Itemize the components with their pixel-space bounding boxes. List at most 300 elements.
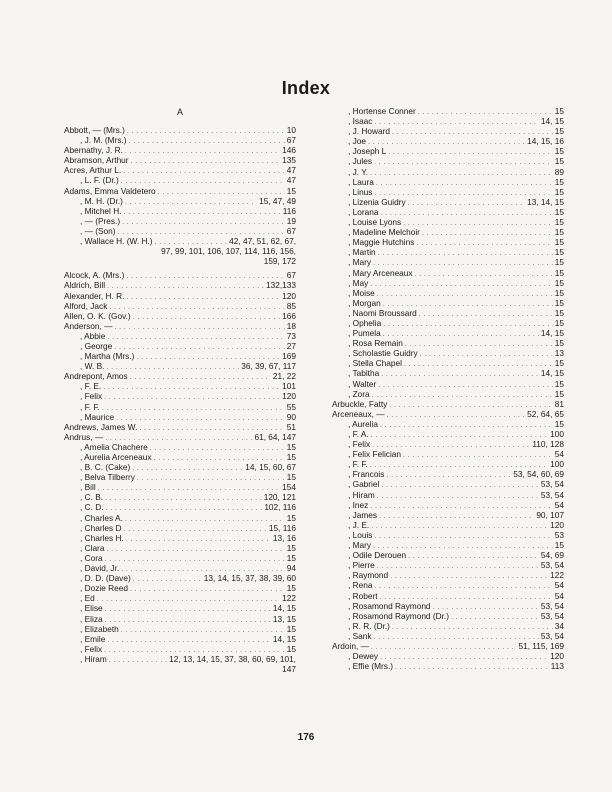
entry-name: Ardoin, — (332, 640, 369, 651)
index-entry (64, 291, 296, 301)
entry-name: Andrews, James W. (64, 421, 138, 432)
entry-pages: 116 (282, 205, 296, 216)
entry-name: Abbott, — (Mrs.) (64, 125, 125, 135)
entry-name: , L. F. (Dr.) (80, 175, 119, 186)
index-entry (332, 237, 564, 247)
entry-pages: 15 (286, 542, 296, 553)
index-entry (332, 459, 564, 469)
index-entry (332, 409, 564, 419)
entry-name: , Rosa Remain (348, 338, 403, 349)
entry-name: , Louise Lyons (348, 217, 402, 228)
entry-name: , Pierre (348, 560, 375, 571)
entry-pages: 18 (286, 320, 296, 331)
entry-pages: 54 (554, 580, 564, 591)
entry-name: , — (Son) (80, 225, 116, 236)
index-entry-continuation (64, 246, 296, 256)
right-entries (332, 106, 564, 671)
entry-name: , Dewey (348, 651, 378, 662)
entry-pages: 14, 15, 60, 67 (245, 462, 296, 473)
entry-name: Alcock, A. (Mrs.) (64, 270, 125, 281)
entry-name: , Linus (348, 186, 373, 197)
entry-name: , Pumela (348, 328, 381, 339)
entry-pages: 154 (282, 482, 296, 493)
entry-name: , Jules (348, 156, 372, 167)
entry-pages: 120 (550, 519, 564, 530)
entry-pages: 42, 47, 51, 62, 67, (229, 236, 296, 247)
entry-pages: 147 (282, 663, 296, 674)
index-entry (64, 593, 296, 603)
entry-name: , Tabitha (348, 368, 380, 379)
index-entry (332, 177, 564, 187)
entry-name: Abernathy, J. R. (64, 145, 123, 156)
entry-pages: 15 (554, 267, 564, 278)
entry-name: , F. F. (80, 401, 100, 412)
index-entry (332, 510, 564, 520)
entry-name: , James (348, 509, 378, 520)
entry-pages: 13 (554, 348, 564, 359)
page-number: 176 (297, 732, 315, 743)
entry-pages: 15 (554, 317, 564, 328)
index-entry (332, 479, 564, 489)
entry-name: Anderson, — (64, 320, 113, 331)
entry-name: , Rosamond Raymond (Dr.) (348, 610, 449, 621)
index-entry (64, 216, 296, 226)
entry-pages: 14, 15 (272, 603, 296, 614)
entry-pages: 13, 14, 15 (527, 196, 564, 207)
entry-pages: 102, 116 (264, 502, 296, 513)
entry-pages: 14, 15, 16 (527, 136, 564, 147)
entry-pages: 100 (550, 459, 564, 470)
index-entry (64, 492, 296, 502)
entry-pages: 67 (286, 135, 296, 146)
index-entry (332, 268, 564, 278)
entry-name: , Rena (348, 580, 373, 591)
entry-pages: 14, 15 (272, 633, 296, 644)
entry-pages: 15 (554, 358, 564, 369)
entry-pages: 15 (554, 418, 564, 429)
index-entry (332, 540, 564, 550)
entry-pages: 21, 22 (272, 371, 296, 382)
entry-pages: 15, 47, 49 (259, 195, 296, 206)
index-entry (332, 368, 564, 378)
index-entry (332, 146, 564, 156)
entry-name: Allen, O. K. (Gov.) (64, 310, 131, 321)
entry-name: , Sank (348, 630, 372, 641)
entry-pages: 15 (554, 338, 564, 349)
entry-pages: 15 (554, 206, 564, 217)
entry-name: , W. B. (80, 361, 105, 372)
entry-pages: 53, 54 (540, 610, 564, 621)
index-entry (64, 371, 296, 381)
entry-pages: 101 (282, 381, 296, 392)
entry-pages: 15 (286, 452, 296, 462)
entry-pages: 146 (282, 145, 296, 156)
entry-pages: 120 (282, 290, 296, 301)
index-entry (64, 135, 296, 145)
index-entry (332, 227, 564, 237)
index-entry (64, 311, 296, 321)
entry-pages: 135 (282, 155, 296, 166)
index-entry (332, 439, 564, 449)
entry-name: , Maurice (80, 411, 115, 422)
entry-pages: 19 (286, 215, 296, 226)
entry-name: Adams, Emma Valdetero (64, 185, 156, 196)
entry-name: , J. M. (Mrs.) (80, 135, 127, 146)
entry-name: , May (348, 277, 369, 288)
index-entry (64, 644, 296, 654)
index-entry (64, 603, 296, 613)
entry-name: , F. E. (80, 381, 102, 392)
entry-pages: 110, 128 (532, 439, 564, 450)
index-entry (332, 591, 564, 601)
entry-pages: 51, 115, 169 (518, 640, 564, 651)
index-entry (64, 614, 296, 624)
index-entry (64, 391, 296, 401)
entry-name: , M. H. (Dr.) (80, 195, 123, 206)
entry-pages: 15 (554, 287, 564, 298)
entry-pages: 73 (286, 330, 296, 341)
index-entry (332, 601, 564, 611)
entry-pages: 169 (282, 351, 296, 362)
entry-name: , Charles A. (80, 512, 123, 523)
entry-pages: 53 (554, 529, 564, 540)
entry-pages: 15 (554, 540, 564, 551)
entry-name: , Mitchel H. (80, 205, 122, 216)
entry-name: , Scholastie Guidry (348, 348, 418, 359)
page-title: Index (281, 78, 331, 98)
index-entry (64, 442, 296, 452)
entry-pages: 15 (286, 552, 296, 563)
index-entry (332, 328, 564, 338)
entry-pages: 15 (554, 247, 564, 258)
entry-name: , Mary (348, 257, 372, 268)
entry-name: , Hortense Conner (348, 106, 416, 116)
index-entry (64, 280, 296, 290)
entry-name: , Belva Tilberry (80, 472, 135, 483)
index-entry (332, 500, 564, 510)
entry-name: , Charles D (80, 522, 122, 533)
index-entry (332, 187, 564, 197)
entry-name: Arceneaux, — (332, 408, 385, 419)
entry-pages: 15 (554, 176, 564, 187)
index-entry (64, 654, 296, 664)
index-entry (64, 472, 296, 482)
entry-pages: 94 (286, 563, 296, 574)
entry-name: , Maggie Hutchins (348, 237, 415, 248)
entry-pages: 53, 54, 60, 69 (513, 469, 564, 480)
entry-name: , Rosamond Raymond (348, 600, 431, 611)
index-entry (64, 236, 296, 246)
index-entry (332, 399, 564, 409)
entry-pages: 13, 14, 15, 37, 38, 39, 60 (203, 573, 296, 584)
index-entry (332, 580, 564, 590)
entry-pages: 53, 54 (540, 630, 564, 641)
index-entry (64, 175, 296, 185)
index-entry (64, 634, 296, 644)
entry-pages: 15 (554, 156, 564, 167)
entry-pages: 15 (554, 146, 564, 157)
entry-pages: 53, 54 (540, 489, 564, 500)
entry-pages: 27 (286, 340, 296, 351)
index-entry (64, 145, 296, 155)
entry-name: Acres, Arthur L. (64, 165, 122, 176)
entry-pages: 15 (554, 307, 564, 318)
index-entry (64, 361, 296, 371)
entry-name: , Laura (348, 176, 374, 187)
entry-pages: 15 (554, 277, 564, 288)
index-entry (332, 278, 564, 288)
index-entry (64, 270, 296, 280)
entry-pages: 113 (550, 661, 564, 672)
entry-name: , Louis (348, 529, 373, 540)
entry-name: , Lorana (348, 206, 379, 217)
entry-pages: 81 (554, 398, 564, 409)
entry-pages: 14, 15 (540, 368, 564, 379)
entry-name: , B. C. (Cake) (80, 462, 131, 473)
index-entry (64, 543, 296, 553)
index-entry (64, 341, 296, 351)
index-entry-continuation (64, 256, 296, 266)
entry-name: , Walter (348, 378, 377, 389)
dot-leader (395, 661, 549, 673)
index-entry (64, 381, 296, 391)
entry-name: , J. E. (348, 519, 370, 530)
entry-name: , F. A. (348, 429, 369, 439)
entry-pages: 67 (286, 225, 296, 236)
entry-pages: 132,133 (266, 280, 296, 291)
index-entry (64, 206, 296, 216)
entry-pages: 53, 54 (540, 600, 564, 611)
index-entry (332, 379, 564, 389)
entry-pages: 15 (554, 227, 564, 238)
index-entry (64, 301, 296, 311)
entry-name: , Wallace H. (W. H.) (80, 236, 153, 247)
entry-name: , Stella Chapel (348, 358, 402, 369)
entry-name: , Isaac (348, 116, 373, 127)
entry-name: , Madeline Melchoir (348, 227, 420, 238)
entry-name: , George (80, 340, 113, 351)
entry-pages: 97, 99, 101, 106, 107, 114, 116, 156, (161, 246, 296, 257)
entry-pages: 15 (554, 257, 564, 268)
entry-name: , J. Howard (348, 126, 390, 137)
entry-pages: 15 (554, 126, 564, 137)
index-entry (332, 288, 564, 298)
entry-pages: 61, 64, 147 (254, 431, 296, 442)
index-entry (332, 358, 564, 368)
entry-name: , Bill (80, 482, 96, 493)
entry-name: , Raymond (348, 570, 389, 581)
entry-pages: 36, 39, 67, 117 (241, 361, 296, 372)
entry-pages: 15 (554, 297, 564, 308)
left-entries (64, 125, 296, 674)
index-entry (64, 583, 296, 593)
index-entry (332, 389, 564, 399)
index-entry (64, 533, 296, 543)
entry-pages: 15, 116 (268, 522, 296, 533)
entry-pages: 47 (286, 165, 296, 176)
entry-pages: 120 (282, 391, 296, 402)
index-entry (332, 611, 564, 621)
index-entry (332, 217, 564, 227)
entry-pages: 120, 121 (263, 492, 296, 503)
index-entry (332, 156, 564, 166)
index-entry (332, 651, 564, 661)
entry-pages: 10 (286, 125, 296, 135)
entry-name: , Robert (348, 590, 378, 601)
entry-name: , Naomi Broussard (348, 307, 417, 318)
index-entry (332, 661, 564, 671)
entry-name: Alford, Jack (64, 300, 108, 311)
entry-pages: 12, 13, 14, 15, 37, 38, 60, 69, 101, (169, 653, 296, 664)
entry-pages: 52, 64, 65 (527, 408, 564, 419)
index-entry (64, 573, 296, 583)
index-entry (332, 419, 564, 429)
entry-name: , Felix (80, 643, 103, 654)
entry-pages: 15 (286, 643, 296, 654)
entry-pages: 15 (554, 388, 564, 399)
entry-name: , Hiram (348, 489, 375, 500)
index-entry (332, 490, 564, 500)
entry-name: , David, Jr. (80, 563, 120, 574)
entry-name: , Charles H. (80, 532, 124, 543)
entry-pages: 53, 54 (540, 479, 564, 490)
index-entry (64, 502, 296, 512)
index-entry (64, 482, 296, 492)
index-entry (332, 207, 564, 217)
index-entry (332, 520, 564, 530)
entry-pages: 15 (554, 106, 564, 116)
entry-pages: 120 (550, 651, 564, 662)
index-entry (332, 550, 564, 560)
entry-pages: 54, 69 (540, 550, 564, 561)
entry-name: , Effie (Mrs.) (348, 661, 394, 672)
index-entry (64, 563, 296, 573)
entry-pages: 15 (286, 441, 296, 452)
entry-pages: 166 (282, 310, 296, 321)
index-entry (64, 412, 296, 422)
section-letter: A (176, 107, 183, 117)
index-entry (332, 641, 564, 651)
entry-pages: 34 (554, 620, 564, 631)
index-column-left (64, 106, 296, 674)
index-entry (64, 432, 296, 442)
entry-pages: 14, 15 (540, 328, 564, 339)
entry-name: , Clara (80, 542, 105, 553)
entry-pages: 51 (286, 421, 296, 432)
entry-pages: 15 (286, 583, 296, 594)
index-entry-continuation (64, 664, 296, 674)
entry-name: , Mary Arceneaux (348, 267, 413, 278)
entry-name: Andrepont, Amos (64, 371, 128, 382)
index-entry (64, 196, 296, 206)
index-entry (64, 462, 296, 472)
index-entry (332, 167, 564, 177)
index-entry (332, 197, 564, 207)
entry-pages: 100 (550, 429, 564, 439)
entry-name: , Amelia Chachere (80, 441, 148, 452)
entry-pages: 159, 172 (263, 256, 296, 267)
entry-pages: 15 (286, 512, 296, 523)
entry-name: , Felix (348, 439, 371, 450)
entry-pages: 122 (550, 570, 564, 581)
entry-pages: 54 (554, 449, 564, 460)
index-entry (332, 570, 564, 580)
entry-pages: 15 (286, 472, 296, 483)
index-entry (64, 513, 296, 523)
entry-pages: 15 (286, 185, 296, 196)
index-entry (64, 155, 296, 165)
index-entry (64, 624, 296, 634)
entry-name: , Felix Felician (348, 449, 402, 460)
entry-pages: 13, 16 (272, 532, 296, 543)
entry-name: , D. D. (Dave) (80, 573, 131, 584)
index-entry (332, 247, 564, 257)
entry-pages: 15 (554, 378, 564, 389)
entry-pages: 47 (286, 175, 296, 186)
entry-pages: 15 (554, 237, 564, 248)
entry-name: , Felix (80, 391, 103, 402)
entry-pages: 15 (554, 217, 564, 228)
entry-name: , Martin (348, 247, 376, 258)
index-entry (64, 321, 296, 331)
entry-pages: 122 (282, 593, 296, 604)
entry-name: Arbuckle, Fatty (332, 398, 388, 409)
entry-name: , F. F. (348, 459, 368, 470)
entry-name: , R. R. (Dr.) (348, 620, 390, 631)
index-entry (332, 126, 564, 136)
entry-name: , Aurelia Arceneaux (80, 452, 152, 462)
entry-name: , Joseph L (348, 146, 387, 157)
index-entry (332, 318, 564, 328)
entry-name: , Mary (348, 540, 372, 551)
index-entry (332, 449, 564, 459)
entry-pages: 15 (554, 186, 564, 197)
entry-name: , Gabriel (348, 479, 380, 490)
entry-name: , C. D. (80, 502, 104, 513)
index-entry (64, 165, 296, 175)
index-entry (332, 469, 564, 479)
index-entry (64, 186, 296, 196)
index-entry (332, 621, 564, 631)
entry-name: , Moise (348, 287, 375, 298)
entry-pages: 85 (286, 300, 296, 311)
index-entry (64, 226, 296, 236)
index-entry (332, 429, 564, 439)
entry-name: , Eliza (80, 613, 103, 624)
index-entry (332, 530, 564, 540)
index-entry (332, 348, 564, 358)
entry-name: , Zora (348, 388, 370, 399)
index-entry (332, 308, 564, 318)
entry-name: , Ophelia (348, 317, 382, 328)
entry-name: Abramson, Arthur (64, 155, 129, 166)
entry-name: , Francois (348, 469, 385, 480)
entry-name: , Emile (80, 633, 106, 644)
entry-name: , Joe (348, 136, 366, 147)
entry-pages: 14, 15 (540, 116, 564, 127)
entry-pages: 13, 15 (272, 613, 296, 624)
index-entry (64, 402, 296, 412)
entry-name: , Elise (80, 603, 103, 614)
index-entry (332, 257, 564, 267)
index-entry (332, 338, 564, 348)
entry-name: , Aurelia (348, 418, 378, 429)
entry-name: , Elizabeth (80, 623, 119, 634)
entry-pages: 89 (554, 166, 564, 177)
entry-name: , Morgan (348, 297, 381, 308)
index-entry (64, 523, 296, 533)
entry-name: , Odile Derouen (348, 550, 407, 561)
